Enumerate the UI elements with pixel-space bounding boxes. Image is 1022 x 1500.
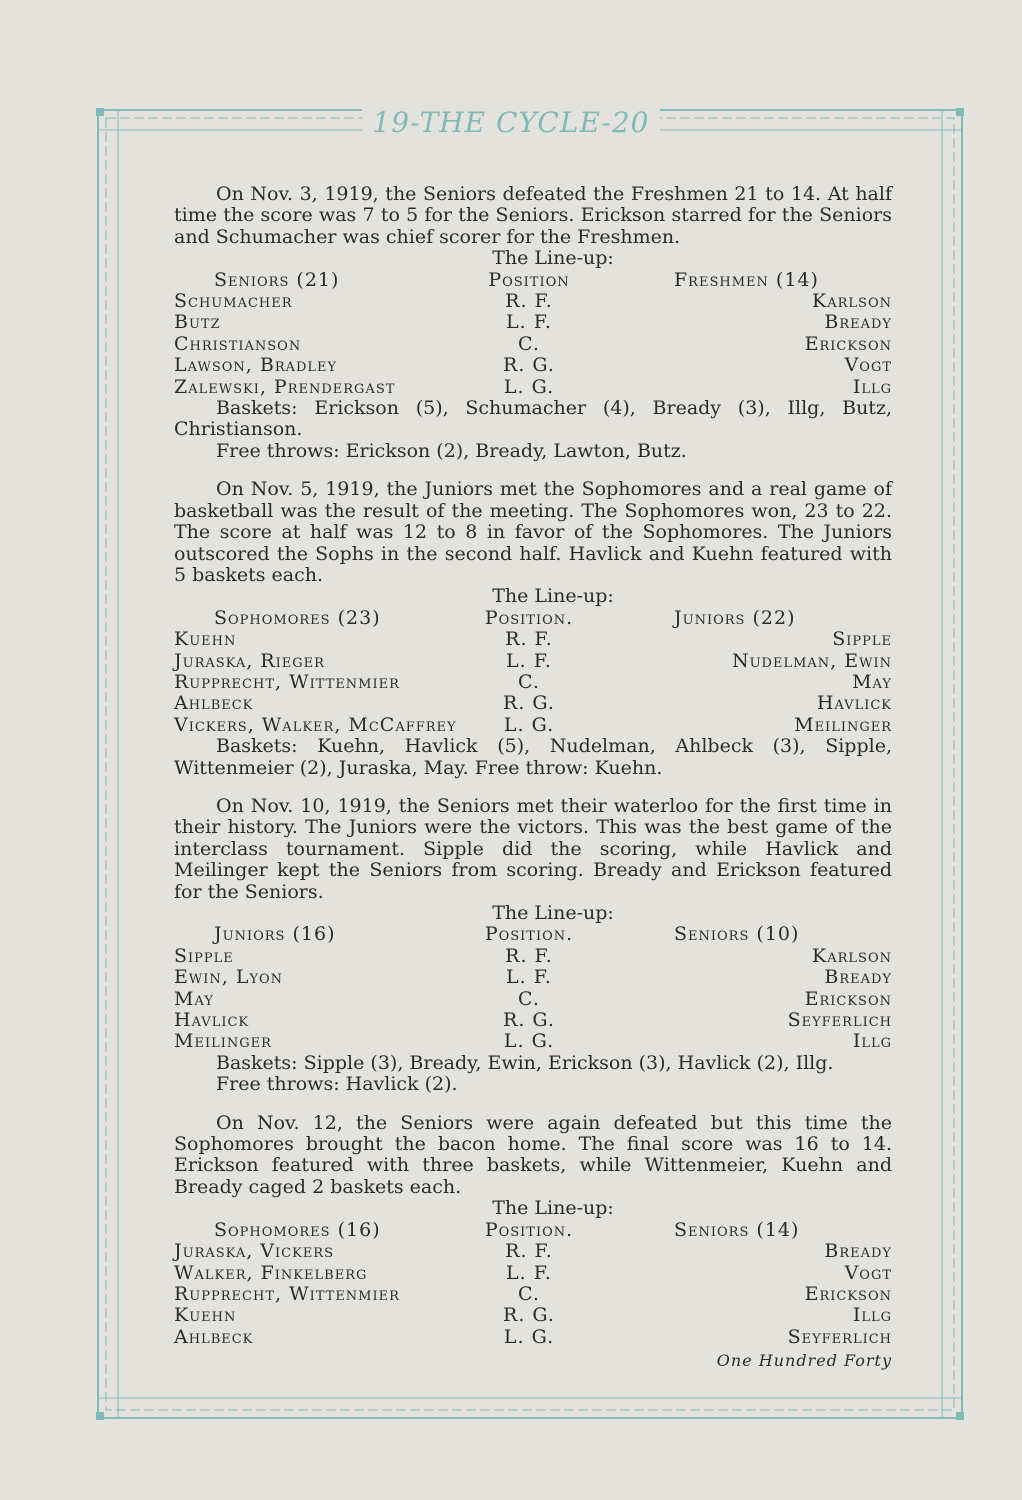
lineup-row	[174, 377, 892, 398]
position: L. G.	[503, 1325, 555, 1348]
position-heading: Position.	[484, 923, 574, 946]
player-b: Karlson	[812, 944, 892, 967]
position: C.	[518, 332, 540, 355]
player-a: Ewin, Lyon	[174, 966, 284, 989]
player-b: Havlick	[816, 692, 892, 715]
lineup-row	[174, 967, 892, 988]
player-a: Havlick	[174, 1009, 250, 1032]
player-b: Vogt	[844, 354, 892, 377]
header-title: 19-THE CYCLE-20	[362, 106, 659, 139]
player-b: Illg	[852, 375, 892, 398]
team-a-heading: Sophomores (23)	[214, 606, 381, 629]
game-intro: On Nov. 3, 1919, the Seniors defeated the Freshmen 21 to 14. At half time the score was 7 to 5 for the Seniors. Erickson starred for the Seniors and Schumacher was chief scorer for the Freshmen.	[174, 183, 892, 248]
position: R. F.	[505, 1240, 553, 1263]
position: L. F.	[506, 649, 552, 672]
player-a: Ahlbeck	[174, 1325, 254, 1348]
lineup-row	[174, 1327, 892, 1348]
lineup-row	[174, 672, 892, 693]
player-a: Christianson	[174, 332, 302, 355]
player-b: Seyferlich	[787, 1009, 892, 1032]
lineup-row	[174, 989, 892, 1010]
player-b: Bready	[824, 1240, 892, 1263]
player-a: Rupprecht, Wittenmier	[174, 670, 400, 693]
lineup-title: The Line-up:	[492, 585, 614, 608]
running-header	[0, 106, 1022, 139]
lineup-row	[174, 1031, 892, 1052]
player-b: Meilinger	[794, 713, 892, 736]
lineup-header	[174, 270, 892, 291]
player-a: Sipple	[174, 944, 234, 967]
player-b: Nudelman, Ewin	[731, 649, 892, 672]
free-throws-note: Free throws: Erickson (2), Bready, Lawton, Butz.	[216, 439, 687, 462]
position: R. F.	[505, 628, 553, 651]
game-intro: On Nov. 10, 1919, the Seniors met their waterloo for the first time in their history. The Juniors were the victors. This was the best game of the interclass tournament. Sipple did the scoring, while Havlick and Meilinger kept the Seniors from scoring. Bready and Erickson featured for the Seniors.	[174, 794, 892, 903]
lineup-row	[174, 312, 892, 333]
lineup-header	[174, 924, 892, 945]
lineup-title: The Line-up:	[492, 247, 614, 270]
free-throws-note: Free throws: Havlick (2).	[216, 1073, 458, 1096]
lineup-row	[174, 629, 892, 650]
player-b: Erickson	[804, 1282, 892, 1305]
player-a: Juraska, Rieger	[174, 649, 325, 672]
player-a: Meilinger	[174, 1030, 272, 1053]
baskets-note: Baskets: Erickson (5), Schumacher (4), Bready (3), Illg, Butz, Christianson.	[174, 397, 892, 441]
player-a: Lawson, Bradley	[174, 354, 338, 377]
game-intro: On Nov. 12, the Seniors were again defeated but this time the Sophomores brought the bacon home. The final score was 16 to 14. Erickson featured with three baskets, while Wittenmeier, Kuehn and Bready caged 2 baskets each.	[174, 1111, 892, 1198]
team-a-heading: Seniors (21)	[214, 268, 340, 291]
player-a: Juraska, Vickers	[174, 1240, 335, 1263]
position: R. G.	[503, 692, 555, 715]
player-b: May	[852, 670, 892, 693]
team-b-heading: Seniors (14)	[674, 1218, 800, 1241]
player-b: Karlson	[812, 290, 892, 313]
lineup-row	[174, 651, 892, 672]
position: L. G.	[503, 375, 555, 398]
team-b-heading: Seniors (10)	[674, 923, 800, 946]
player-b: Sipple	[832, 628, 892, 651]
player-a: Vickers, Walker, McCaffrey	[174, 713, 457, 736]
position: L. G.	[503, 1030, 555, 1053]
lineup-title: The Line-up:	[492, 1197, 614, 1220]
position-heading: Position.	[484, 606, 574, 629]
lineup-row	[174, 715, 892, 736]
lineup-row	[174, 1241, 892, 1262]
player-b: Bready	[824, 311, 892, 334]
team-a-heading: Juniors (16)	[214, 923, 336, 946]
player-a: May	[174, 987, 214, 1010]
lineup-row	[174, 946, 892, 967]
position-heading: Position.	[484, 1218, 574, 1241]
player-b: Seyferlich	[787, 1325, 892, 1348]
player-a: Schumacher	[174, 290, 293, 313]
lineup-header	[174, 1220, 892, 1241]
team-a-heading: Sophomores (16)	[214, 1218, 381, 1241]
lineup-header	[174, 608, 892, 629]
position: L. G.	[503, 713, 555, 736]
position: R. G.	[503, 354, 555, 377]
position: R. F.	[505, 290, 553, 313]
lineup-row	[174, 1263, 892, 1284]
position: R. G.	[503, 1304, 555, 1327]
game-intro: On Nov. 5, 1919, the Juniors met the Sophomores and a real game of basketball was the result of the meeting. The Sophomores won, 23 to 22. The score at half was 12 to 8 in favor of the Sophomores. The Juniors outscored the Sophs in the second half. Havlick and Kuehn featured with 5 baskets each.	[174, 478, 892, 586]
position: C.	[518, 987, 540, 1010]
position: C.	[518, 1282, 540, 1305]
page-number: One Hundred Forty	[716, 1351, 892, 1370]
player-a: Ahlbeck	[174, 692, 254, 715]
baskets-note: Baskets: Sipple (3), Bready, Ewin, Erickson (3), Havlick (2), Illg.	[216, 1051, 834, 1074]
position: L. F.	[506, 1261, 552, 1284]
player-b: Erickson	[804, 332, 892, 355]
lineup-row	[174, 291, 892, 312]
team-b-heading: Juniors (22)	[674, 606, 796, 629]
position: C.	[518, 670, 540, 693]
position: R. G.	[503, 1009, 555, 1032]
lineup-title: The Line-up:	[492, 902, 614, 924]
player-a: Walker, Finkelberg	[174, 1261, 368, 1284]
player-a: Kuehn	[174, 628, 237, 651]
player-b: Erickson	[804, 987, 892, 1010]
player-a: Kuehn	[174, 1304, 237, 1327]
player-b: Bready	[824, 966, 892, 989]
lineup-row	[174, 693, 892, 714]
position-heading: Position	[488, 268, 570, 291]
player-a: Butz	[174, 311, 221, 334]
position: R. F.	[505, 944, 553, 967]
position: L. F.	[506, 311, 552, 334]
lineup-row	[174, 1305, 892, 1326]
article-body	[174, 184, 892, 1348]
lineup-row	[174, 1010, 892, 1031]
player-b: Illg	[852, 1304, 892, 1327]
baskets-note: Baskets: Kuehn, Havlick (5), Nudelman, Ahlbeck (3), Sipple, Wittenmeier (2), Juraska, May. Free throw: Kuehn.	[174, 735, 892, 779]
position: L. F.	[506, 966, 552, 989]
player-b: Vogt	[844, 1261, 892, 1284]
player-b: Illg	[852, 1030, 892, 1053]
lineup-row	[174, 355, 892, 376]
player-a: Zalewski, Prendergast	[174, 375, 396, 398]
player-a: Rupprecht, Wittenmier	[174, 1282, 400, 1305]
lineup-row	[174, 1284, 892, 1305]
lineup-row	[174, 334, 892, 355]
team-b-heading: Freshmen (14)	[674, 268, 819, 291]
